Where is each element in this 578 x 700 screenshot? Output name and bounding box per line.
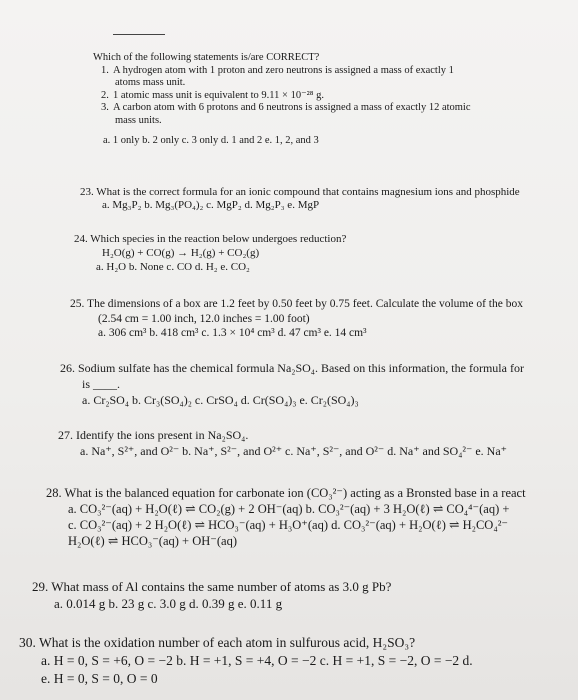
answer-line-a: a. CO₃²⁻(aq) + H₂O(ℓ) ⇌ CO₂(g) + 2 OH⁻(aq) b. CO₃²⁻(aq) + 3 H₂O(ℓ) ⇌ CO₄⁴⁻(aq) + [68, 502, 510, 516]
question-statements [93, 52, 471, 148]
question-25 [70, 297, 523, 341]
question-prompt: Which of the following statements is/are CORRECT? [93, 52, 320, 63]
answer-choices: a. H₂O b. None c. CO d. H₂ e. CO₂ [96, 261, 250, 273]
question-prompt: 24. Which species in the reaction below undergoes reduction? [74, 233, 347, 245]
question-26 [60, 360, 524, 408]
top-rule [113, 34, 165, 35]
question-prompt: 29. What mass of Al contains the same number of atoms as 3.0 g Pb? [32, 579, 392, 594]
answer-choices: a. 0.014 g b. 23 g c. 3.0 g d. 0.39 g e. 0.11 g [54, 596, 283, 611]
statement-1: 1. A hydrogen atom with 1 proton and zero neutrons is assigned a mass of exactly 1 [101, 64, 454, 76]
question-prompt: 27. Identify the ions present in Na₂SO₄. [58, 428, 249, 442]
question-prompt: 28. What is the balanced equation for carbonate ion (CO₃²⁻) acting as a Bronsted base in a react [46, 486, 526, 500]
question-prompt: 30. What is the oxidation number of each atom in sulfurous acid, H₂SO₃? [19, 635, 416, 650]
question-prompt: 23. What is the correct formula for an ionic compound that contains magnesium ions and phosphide [80, 186, 520, 198]
reaction-equation: H₂O(g) + CO(g) → H₂(g) + CO₂(g) [102, 247, 260, 259]
answer-line-e: e. H = 0, S = 0, O = 0 [41, 671, 158, 686]
conversion-note: (2.54 cm = 1.00 inch, 12.0 inches = 1.00 foot) [98, 312, 310, 325]
statement-3-cont: mass units. [115, 114, 162, 126]
question-23 [80, 186, 520, 212]
statement-2: 2. 1 atomic mass unit is equivalent to 9.11 × 10⁻²⁸ g. [101, 89, 324, 101]
answer-line-c: c. CO₃²⁻(aq) + 2 H₂O(ℓ) ⇌ HCO₃⁻(aq) + H₃O⁺(aq) d. CO₃²⁻(aq) + H₂O(ℓ) ⇌ H₂CO₄²⁻ [68, 518, 509, 532]
answer-choices: a. Na⁺, S²⁺, and O²⁻ b. Na⁺, S²⁻, and O²⁺ c. Na⁺, S²⁻, and O²⁻ d. Na⁺ and SO₄²⁻ e. Na⁺ [80, 444, 507, 458]
question-30 [19, 634, 473, 688]
question-prompt-cont: is ____. [82, 377, 121, 391]
question-27 [58, 427, 507, 459]
question-28 [46, 485, 526, 549]
question-24 [74, 232, 346, 274]
statement-1-cont: atoms mass unit. [115, 77, 186, 88]
answer-choices: a. 1 only b. 2 only c. 3 only d. 1 and 2 e. 1, 2, and 3 [103, 135, 319, 146]
answer-choices: a. 306 cm³ b. 418 cm³ c. 1.3 × 10⁴ cm³ d. 47 cm³ e. 14 cm³ [98, 327, 367, 339]
question-29 [32, 578, 391, 612]
answer-choices: a. Cr₂SO₄ b. Cr₃(SO₄)₂ c. CrSO₄ d. Cr(SO₄)₃ e. Cr₂(SO₄)₃ [82, 393, 359, 407]
question-prompt: 26. Sodium sulfate has the chemical formula Na₂SO₄. Based on this information, the formula for [60, 361, 524, 375]
answer-line-e: H₂O(ℓ) ⇌ HCO₃⁻(aq) + OH⁻(aq) [68, 534, 237, 548]
question-prompt: 25. The dimensions of a box are 1.2 feet by 0.50 feet by 0.75 feet. Calculate the volume of the box [70, 298, 523, 310]
answer-choices: a. Mg₃P₂ b. Mg₃(PO₄)₂ c. MgP₂ d. Mg₂P₃ e. MgP [102, 199, 320, 211]
statement-3: 3. A carbon atom with 6 protons and 6 neutrons is assigned a mass of exactly 12 atomic [101, 102, 471, 113]
answer-line-a: a. H = 0, S = +6, O = −2 b. H = +1, S = +4, O = −2 c. H = +1, S = −2, O = −2 d. [41, 653, 473, 668]
